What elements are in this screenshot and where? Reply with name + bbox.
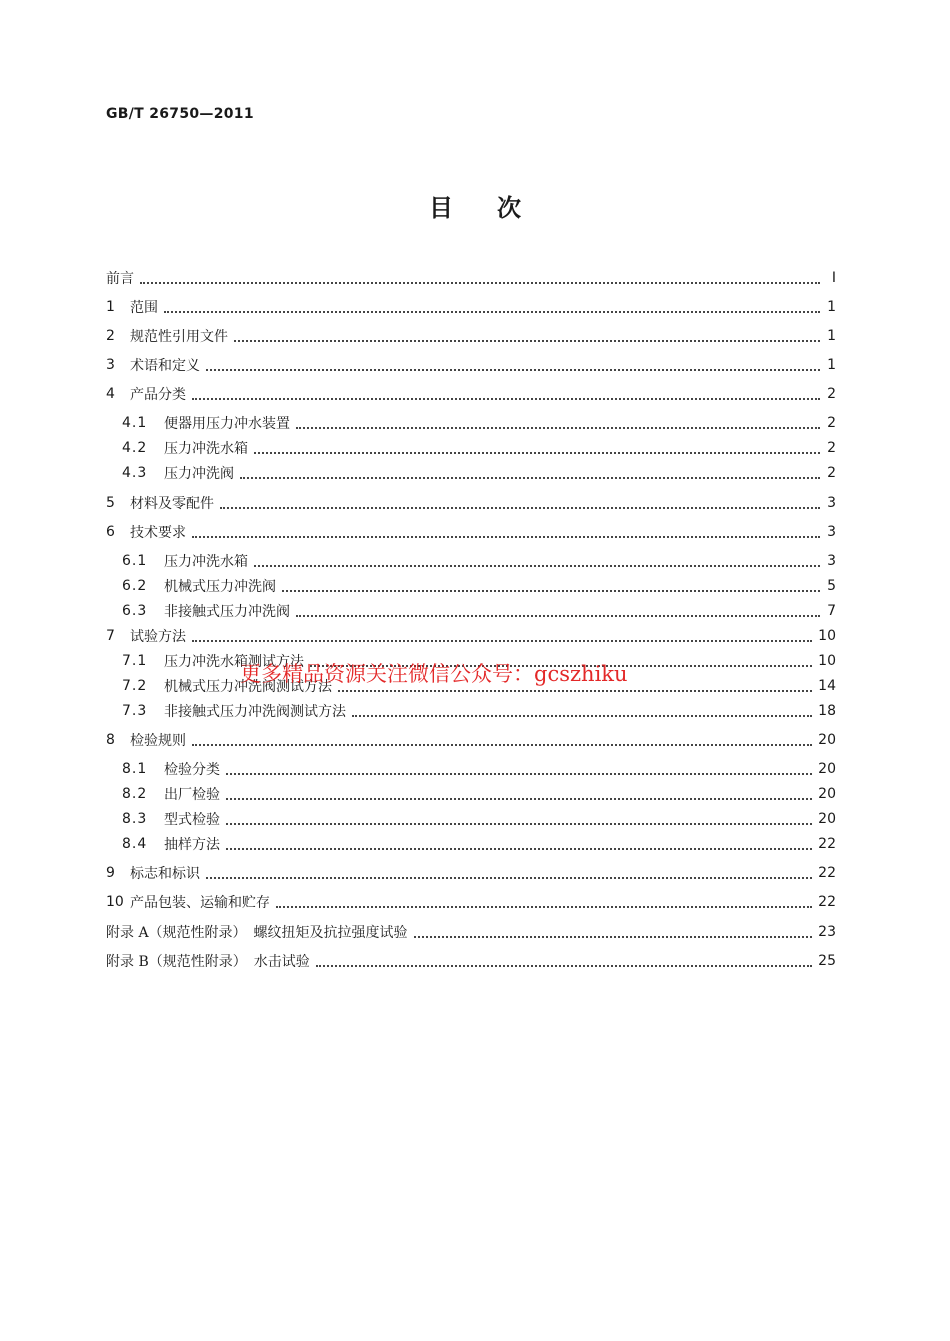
toc-leader-dots bbox=[192, 743, 812, 746]
standard-code: GB/T 26750—2011 bbox=[106, 106, 254, 122]
toc-entry-number: 3 bbox=[106, 357, 115, 373]
toc-entry[interactable] bbox=[122, 412, 836, 434]
toc-entry-page: 1 bbox=[827, 299, 836, 315]
toc-entry-page: 22 bbox=[818, 894, 836, 910]
toc-entry-page: 7 bbox=[827, 603, 836, 619]
toc-entry-label: 产品包装、运输和贮存 bbox=[130, 895, 270, 911]
toc-title-char-2: 次 bbox=[497, 194, 521, 222]
toc-leader-dots bbox=[226, 797, 812, 800]
toc-entry[interactable] bbox=[106, 267, 836, 289]
toc-entry-page: 1 bbox=[827, 357, 836, 373]
toc-entry-page: 20 bbox=[818, 761, 836, 777]
toc-entry-number: 6.1 bbox=[122, 553, 148, 569]
toc-leader-dots bbox=[164, 310, 820, 313]
toc-leader-dots bbox=[234, 339, 820, 342]
toc-entry-label: 前言 bbox=[106, 271, 134, 287]
toc-leader-dots bbox=[192, 535, 820, 538]
toc-entry-number: 10 bbox=[106, 894, 124, 910]
toc-entry[interactable] bbox=[122, 808, 836, 830]
toc-leader-dots bbox=[240, 476, 820, 479]
toc-leader-dots bbox=[276, 905, 812, 908]
toc-entry[interactable] bbox=[122, 700, 836, 722]
toc-entry-number: 9 bbox=[106, 865, 115, 881]
toc-entry[interactable] bbox=[106, 521, 836, 543]
toc-entry-label: 型式检验 bbox=[164, 812, 220, 828]
toc-entry[interactable] bbox=[122, 833, 836, 855]
toc-entry[interactable] bbox=[106, 950, 836, 972]
toc-leader-dots bbox=[226, 772, 812, 775]
toc-entry-page: 1 bbox=[827, 328, 836, 344]
toc-entry-number: 8.4 bbox=[122, 836, 148, 852]
toc-entry-page: 20 bbox=[818, 786, 836, 802]
toc-entry-label: 材料及零配件 bbox=[130, 496, 214, 512]
toc-entry[interactable] bbox=[122, 437, 836, 459]
toc-entry-number: 7 bbox=[106, 628, 115, 644]
toc-entry-number: 6.3 bbox=[122, 603, 148, 619]
toc-leader-dots bbox=[338, 689, 812, 692]
toc-entry-number: 4.1 bbox=[122, 415, 148, 431]
toc-entry-page: 3 bbox=[827, 524, 836, 540]
toc-entry-page: 18 bbox=[818, 703, 836, 719]
toc-entry-label: 技术要求 bbox=[130, 525, 186, 541]
toc-entry-number: 5 bbox=[106, 495, 115, 511]
toc-entry-page: 25 bbox=[818, 953, 836, 969]
toc-entry-number: 2 bbox=[106, 328, 115, 344]
toc-entry-label: 压力冲洗水箱 bbox=[164, 441, 248, 457]
toc-leader-dots bbox=[282, 589, 820, 592]
toc-leader-dots bbox=[192, 639, 812, 642]
toc-entry-page: 22 bbox=[818, 836, 836, 852]
toc-entry-page: 2 bbox=[827, 415, 836, 431]
toc-entry-number: 7.2 bbox=[122, 678, 148, 694]
toc-entry-label: 压力冲洗水箱测试方法 bbox=[164, 654, 304, 670]
toc-entry-page: 2 bbox=[827, 440, 836, 456]
toc-entry-label: 附录 A（规范性附录） 螺纹扭矩及抗拉强度试验 bbox=[106, 925, 408, 941]
toc-entry-label: 出厂检验 bbox=[164, 787, 220, 803]
toc-entry-label: 抽样方法 bbox=[164, 837, 220, 853]
toc-entry-number: 7.1 bbox=[122, 653, 148, 669]
toc-leader-dots bbox=[254, 564, 820, 567]
toc-entry-label: 附录 B（规范性附录） 水击试验 bbox=[106, 954, 310, 970]
toc-entry-label: 非接触式压力冲洗阀测试方法 bbox=[164, 704, 346, 720]
toc-entry[interactable] bbox=[106, 625, 836, 647]
toc-entry-label: 产品分类 bbox=[130, 387, 186, 403]
toc-leader-dots bbox=[220, 506, 820, 509]
toc-entry[interactable] bbox=[106, 325, 836, 347]
toc-entry[interactable] bbox=[106, 296, 836, 318]
toc-leader-dots bbox=[296, 426, 820, 429]
toc-entry[interactable] bbox=[122, 783, 836, 805]
toc-entry[interactable] bbox=[106, 383, 836, 405]
toc-entry-label: 压力冲洗阀 bbox=[164, 466, 234, 482]
toc-entry[interactable] bbox=[122, 550, 836, 572]
toc-entry[interactable] bbox=[106, 492, 836, 514]
toc-entry[interactable] bbox=[106, 891, 836, 913]
toc-entry-label: 检验规则 bbox=[130, 733, 186, 749]
toc-entry[interactable] bbox=[106, 354, 836, 376]
toc-entry-number: 8 bbox=[106, 732, 115, 748]
toc-leader-dots bbox=[296, 614, 820, 617]
toc-entry-page: 20 bbox=[818, 811, 836, 827]
toc-title bbox=[0, 188, 950, 223]
toc-entry-page: 2 bbox=[827, 386, 836, 402]
toc-entry-page: 2 bbox=[827, 465, 836, 481]
toc-entry-label: 范围 bbox=[130, 300, 158, 316]
toc-entry-label: 机械式压力冲洗阀测试方法 bbox=[164, 679, 332, 695]
toc-entry-page: 22 bbox=[818, 865, 836, 881]
toc-entry-number: 6 bbox=[106, 524, 115, 540]
toc-entry-label: 标志和标识 bbox=[130, 866, 200, 882]
toc-leader-dots bbox=[316, 964, 812, 967]
toc-leader-dots bbox=[254, 451, 820, 454]
toc-leader-dots bbox=[206, 368, 820, 371]
toc-entry-page: 23 bbox=[818, 924, 836, 940]
watermark: 更多精品资源关注微信公众号：gcszhiku bbox=[240, 662, 628, 686]
toc-leader-dots bbox=[226, 847, 812, 850]
toc-entry[interactable] bbox=[106, 862, 836, 884]
toc-leader-dots bbox=[352, 714, 812, 717]
toc-entry[interactable] bbox=[106, 921, 836, 943]
toc-entry-label: 检验分类 bbox=[164, 762, 220, 778]
toc-entry-number: 7.3 bbox=[122, 703, 148, 719]
toc-entry[interactable] bbox=[122, 462, 836, 484]
toc-entry-number: 4 bbox=[106, 386, 115, 402]
toc-entry-label: 便器用压力冲水装置 bbox=[164, 416, 290, 432]
toc-entry-page: 20 bbox=[818, 732, 836, 748]
toc-entry-number: 8.1 bbox=[122, 761, 148, 777]
toc-entry-page: 5 bbox=[827, 578, 836, 594]
toc-entry-number: 6.2 bbox=[122, 578, 148, 594]
toc-entry-label: 试验方法 bbox=[130, 629, 186, 645]
toc-entry-label: 非接触式压力冲洗阀 bbox=[164, 604, 290, 620]
toc-entry-page: 10 bbox=[818, 628, 836, 644]
toc-entry[interactable] bbox=[122, 758, 836, 780]
toc-entry-page: 3 bbox=[827, 553, 836, 569]
toc-entry-label: 术语和定义 bbox=[130, 358, 200, 374]
toc-leader-dots bbox=[192, 397, 820, 400]
toc-entry-label: 机械式压力冲洗阀 bbox=[164, 579, 276, 595]
toc-entry-page: 10 bbox=[818, 653, 836, 669]
toc-entry-number: 8.2 bbox=[122, 786, 148, 802]
toc-entry-label: 规范性引用文件 bbox=[130, 329, 228, 345]
toc-entry[interactable] bbox=[122, 575, 836, 597]
toc-entry-page: 3 bbox=[827, 495, 836, 511]
toc-title-char-1: 目 bbox=[429, 194, 453, 222]
toc-leader-dots bbox=[414, 935, 813, 938]
toc-entry-number: 4.2 bbox=[122, 440, 148, 456]
toc-entry-number: 4.3 bbox=[122, 465, 148, 481]
toc-entry[interactable] bbox=[122, 600, 836, 622]
toc-entry-number: 1 bbox=[106, 299, 115, 315]
toc-entry-number: 8.3 bbox=[122, 811, 148, 827]
toc-leader-dots bbox=[206, 876, 812, 879]
toc-leader-dots bbox=[226, 822, 812, 825]
toc-entry-page: 14 bbox=[818, 678, 836, 694]
toc-leader-dots bbox=[140, 281, 820, 284]
toc-entry-page: Ⅰ bbox=[831, 270, 836, 286]
toc-entry-label: 压力冲洗水箱 bbox=[164, 554, 248, 570]
toc-entry[interactable] bbox=[106, 729, 836, 751]
